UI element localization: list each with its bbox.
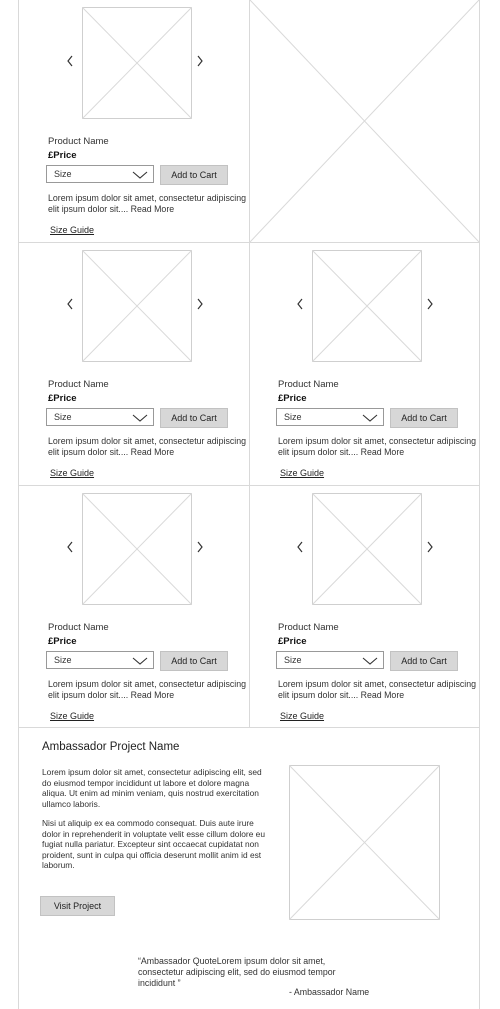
product-price: £Price (48, 636, 77, 647)
next-image-button[interactable] (423, 296, 437, 312)
add-to-cart-button[interactable]: Add to Cart (390, 408, 458, 428)
product-name[interactable]: Product Name (278, 622, 339, 633)
prev-image-button[interactable] (63, 53, 77, 69)
ambassador-paragraph-2: Nisi ut aliquip ex ea commodo consequat. Duis aute irure dolor in reprehenderit in voluptate velit esse cillum dolore eu fugiat nulla pariatur. Excepteur sint occaecat cupidatat non proident, sunt in culpa qui officia deserunt mollit anim id est laborum. (42, 818, 265, 870)
chevron-right-icon (193, 296, 207, 312)
chevron-down-icon (132, 171, 148, 179)
next-image-button[interactable] (423, 539, 437, 555)
size-guide-link[interactable]: Size Guide (50, 468, 95, 478)
image-placeholder-icon (312, 493, 422, 605)
size-select[interactable] (46, 165, 154, 183)
chevron-right-icon (193, 53, 207, 69)
prev-image-button[interactable] (293, 539, 307, 555)
size-guide-link[interactable]: Size Guide (50, 711, 95, 721)
grid-line (18, 727, 480, 728)
product-card (19, 485, 249, 727)
feature-image-placeholder (250, 0, 479, 242)
chevron-right-icon (423, 539, 437, 555)
ambassador-paragraph-1: Lorem ipsum dolor sit amet, consectetur adipiscing elit, sed do eiusmod tempor incididunt ut labore et dolore magna aliqua. Ut enim ad minim veniam, quis nostrud exercitation ullamco laboris. (42, 767, 262, 809)
product-description: Lorem ipsum dolor sit amet, consectetur adipiscing elit ipsum dolor sit.... Read More (278, 679, 477, 700)
prev-image-button[interactable] (63, 539, 77, 555)
chevron-down-icon (132, 657, 148, 665)
product-name[interactable]: Product Name (48, 136, 109, 147)
chevron-down-icon (132, 414, 148, 422)
product-description: Lorem ipsum dolor sit amet, consectetur adipiscing elit ipsum dolor sit.... Read More (278, 436, 477, 457)
prev-image-button[interactable] (293, 296, 307, 312)
chevron-down-icon (362, 414, 378, 422)
size-select-label: Size (54, 412, 72, 422)
next-image-button[interactable] (193, 539, 207, 555)
size-select-label: Size (54, 655, 72, 665)
image-placeholder-icon (312, 250, 422, 362)
ambassador-quote: “Ambassador QuoteLorem ipsum dolor sit amet, consectetur adipiscing elit, sed do eiusmod tempor incididunt ” (138, 956, 336, 988)
visit-project-button[interactable]: Visit Project (40, 896, 115, 916)
size-select[interactable] (46, 651, 154, 669)
next-image-button[interactable] (193, 296, 207, 312)
grid-line (479, 0, 480, 1009)
image-placeholder-icon (82, 250, 192, 362)
add-to-cart-button[interactable]: Add to Cart (390, 651, 458, 671)
ambassador-title: Ambassador Project Name (42, 741, 180, 753)
product-image[interactable] (82, 493, 192, 605)
chevron-right-icon (193, 539, 207, 555)
product-image[interactable] (312, 250, 422, 362)
size-select-label: Size (54, 169, 72, 179)
add-to-cart-button[interactable]: Add to Cart (160, 651, 228, 671)
size-select-label: Size (284, 412, 302, 422)
product-card (249, 485, 479, 727)
product-card (19, 0, 249, 241)
image-placeholder-icon (82, 493, 192, 605)
product-image[interactable] (82, 7, 192, 119)
image-placeholder-icon (289, 765, 440, 920)
chevron-left-icon (63, 539, 77, 555)
product-price: £Price (48, 393, 77, 404)
prev-image-button[interactable] (63, 296, 77, 312)
product-description: Lorem ipsum dolor sit amet, consectetur adipiscing elit ipsum dolor sit.... Read More (48, 193, 247, 214)
image-placeholder-icon (250, 0, 479, 242)
ambassador-image (289, 765, 440, 920)
size-select[interactable] (46, 408, 154, 426)
size-select[interactable] (276, 408, 384, 426)
product-name[interactable]: Product Name (48, 622, 109, 633)
size-select-label: Size (284, 655, 302, 665)
product-name[interactable]: Product Name (48, 379, 109, 390)
size-select[interactable] (276, 651, 384, 669)
size-guide-link[interactable]: Size Guide (50, 225, 95, 235)
chevron-right-icon (423, 296, 437, 312)
ambassador-quote-author: - Ambassador Name (289, 987, 370, 997)
chevron-left-icon (293, 539, 307, 555)
product-card (249, 242, 479, 484)
size-guide-link[interactable]: Size Guide (280, 468, 325, 478)
product-image[interactable] (82, 250, 192, 362)
chevron-left-icon (63, 53, 77, 69)
product-description: Lorem ipsum dolor sit amet, consectetur adipiscing elit ipsum dolor sit.... Read More (48, 436, 247, 457)
product-name[interactable]: Product Name (278, 379, 339, 390)
image-placeholder-icon (82, 7, 192, 119)
product-image[interactable] (312, 493, 422, 605)
next-image-button[interactable] (193, 53, 207, 69)
add-to-cart-button[interactable]: Add to Cart (160, 165, 228, 185)
product-description: Lorem ipsum dolor sit amet, consectetur adipiscing elit ipsum dolor sit.... Read More (48, 679, 247, 700)
product-card (19, 242, 249, 484)
chevron-left-icon (293, 296, 307, 312)
add-to-cart-button[interactable]: Add to Cart (160, 408, 228, 428)
product-price: £Price (278, 393, 307, 404)
chevron-down-icon (362, 657, 378, 665)
size-guide-link[interactable]: Size Guide (280, 711, 325, 721)
product-price: £Price (48, 150, 77, 161)
chevron-left-icon (63, 296, 77, 312)
product-price: £Price (278, 636, 307, 647)
